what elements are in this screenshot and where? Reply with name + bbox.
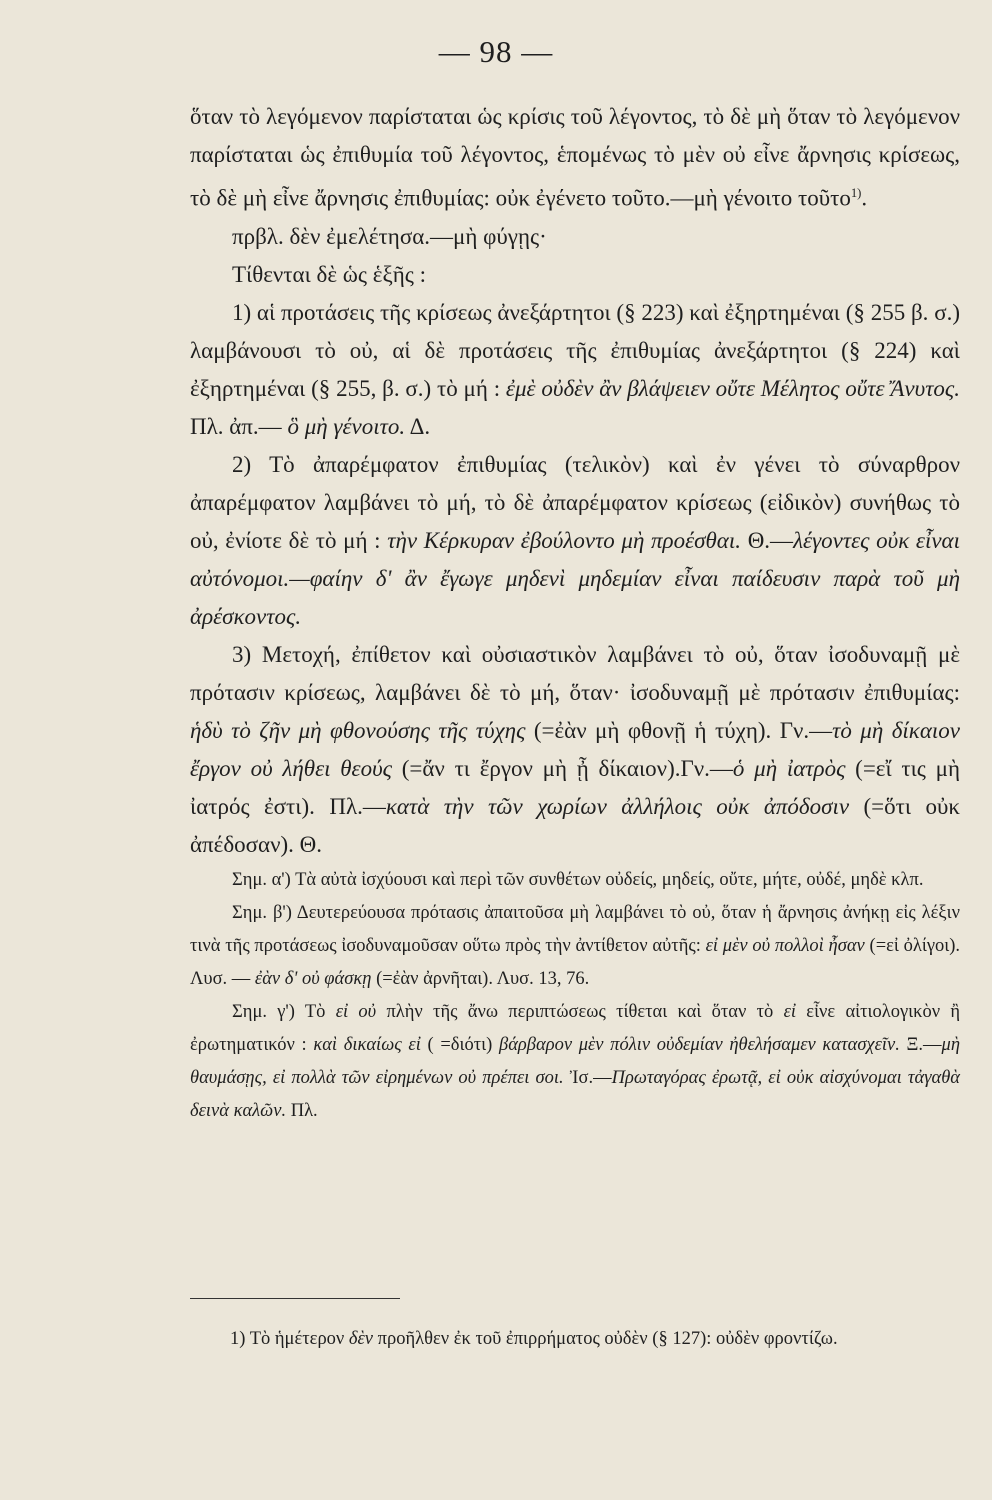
paragraph-6-explanation-2: (=ἄν τι ἔργον μὴ ᾖ δίκαιον).Γν.— <box>401 755 733 781</box>
paragraph-4-example: ἐμὲ οὐδὲν ἂν βλάψειεν οὔτε Μέλητος οὔτε Ἄνυτος. <box>505 375 961 401</box>
note-c-term: εἰ οὐ <box>335 1001 377 1022</box>
paragraph-5 <box>190 446 960 636</box>
paragraph-2: πρβλ. δὲν ἐμελέτησα.—μὴ φύγῃς· <box>232 223 547 249</box>
footnote <box>190 1322 960 1357</box>
paragraph-4-source-2: Δ. <box>409 413 431 439</box>
paragraph-4-text: 1) αἱ προτάσεις τῆς κρίσεως ἀνεξάρτητοι (§ 223) καὶ ἐξηρτημέναι (§ 255 β. σ.) λαμβάνουσι τὸ οὐ, αἱ δὲ προτάσεις τῆς ἐπιθυμίας ἀνεξάρτητοι (§ 224) καὶ ἐξηρτημέναι (§ 255, β. σ.) τὸ μή : <box>190 299 960 401</box>
paragraph-5-example: τὴν Κέρκυραν ἐβούλοντο μὴ προέσθαι. <box>387 527 742 553</box>
note-c-text: Σημ. γ') Τὸ <box>232 1001 326 1022</box>
note-c-term-2: εἰ <box>783 1001 797 1022</box>
note-c-source-3: Πλ. <box>290 1100 318 1121</box>
note-b-explanation: (=εἰ ὀλίγοι). Λυσ. — <box>190 935 961 989</box>
paragraph-6-text: 3) Μετοχή, ἐπίθετον καὶ οὐσιαστικὸν λαμβάνει τὸ οὐ, ὅταν ἰσοδυναμῇ μὲ πρότασιν κρίσεως, λαμβάνει δὲ τὸ μή, ὅταν· ἰσοδυναμῇ μὲ πρότασιν ἐπιθυμίας: <box>190 641 960 705</box>
footnote-divider <box>190 1298 400 1299</box>
paragraph-6-explanation-4: (=ὅτι οὐκ ἀπέδοσαν). Θ. <box>190 793 960 857</box>
paragraph-3: Τίθενται δὲ ὡς ἑξῆς : <box>232 261 426 287</box>
footnote-rest: προῆλθεν ἐκ τοῦ ἐπιρρήματος οὐδὲν (§ 127): οὐδὲν φροντίζω. <box>377 1329 838 1349</box>
page-number: — 98 — <box>438 34 554 69</box>
note-b-explanation-2: (=ἐὰν ἀρνῆται). Λυσ. 13, 76. <box>376 968 590 989</box>
paragraph-6-example-2: τὸ μὴ δίκαιον ἔργον οὐ λήθει θεούς <box>190 717 960 781</box>
footnote-label: 1) Τὸ ἡμέτερον <box>230 1329 345 1349</box>
paragraph-4-example-2: ὃ μὴ γένοιτο. <box>287 413 406 439</box>
paragraph-6-example-4: κατὰ τὴν τῶν χωρίων ἀλλήλοις οὐκ ἀπόδοσιν <box>385 793 850 819</box>
note-c-example-4: Πρωταγόρας ἐρωτᾷ, εἰ οὐκ αἰσχύνομαι τἀγαθὰ δεινὰ καλῶν. <box>190 1067 961 1121</box>
note-c-text-3: εἶνε αἰτιολογικὸν ἢ ἐρωτηματικόν : <box>190 1001 961 1055</box>
note-c-explanation: ( =διότι) <box>427 1034 493 1055</box>
note-c-source: Ξ.— <box>906 1034 942 1055</box>
note-c-example-2: βάρβαρον μὲν πόλιν οὐδεμίαν ἠθελήσαμεν κατασχεῖν. <box>498 1034 900 1055</box>
note-b-example: εἰ μὲν οὐ πολλοὶ ἦσαν <box>705 935 865 956</box>
footnote-text <box>190 1322 960 1357</box>
note-c-example: καὶ δικαίως εἰ <box>313 1034 421 1055</box>
main-text <box>190 98 960 1128</box>
note-b-text: Σημ. β') Δευτερεύουσα πρότασις ἀπαιτοῦσα μὴ λαμβάνει τὸ οὐ, ὅταν ἡ ἄρνησις ἀνήκῃ εἰς λέξιν τινὰ τῆς προτάσεως ἰσοδυναμοῦσαν οὕτω πρὸς τὴν ἀντίθετον αὐτῆς: <box>190 902 960 956</box>
paragraph-1 <box>190 98 960 218</box>
note-c-example-3: μὴ θαυμάσῃς, εἰ πολλὰ τῶν εἰρημένων οὐ πρέπει σοι. <box>190 1034 961 1088</box>
footnote-marker[interactable]: 1) <box>850 186 862 200</box>
paragraph-6-example-3: ὁ μὴ ἰατρὸς <box>732 755 846 781</box>
paragraph-6-example: ἡδὺ τὸ ζῆν μὴ φθονούσης τῆς τύχης <box>190 717 526 743</box>
paragraph-5-text: 2) Τὸ ἀπαρέμφατον ἐπιθυμίας (τελικὸν) καὶ ἐν γένει τὸ σύναρθρον ἀπαρέμφατον λαμβάνει τὸ μή, τὸ δὲ ἀπαρέμφατον κρίσεως (εἰδικὸν) συνήθως τὸ οὐ, ἐνίοτε δὲ τὸ μή : <box>190 451 960 553</box>
note-b-example-2: ἐὰν δ' οὐ φάσκῃ <box>254 968 372 989</box>
paragraph-1-text: ὅταν τὸ λεγόμενον παρίσταται ὡς κρίσις τοῦ λέγοντος, τὸ δὲ μὴ ὅταν τὸ λεγόμενον παρίσταται ὡς ἐπιθυμία τοῦ λέγοντος, ἑπομένως τὸ μὲν οὐ εἶνε ἄρνησις κρίσεως, τὸ δὲ μὴ εἶνε ἄρνησις ἐπιθυμίας: οὐκ ἐγένετο τοῦτο.—μὴ γένοιτο τοῦτο <box>190 104 960 211</box>
paragraph-6-explanation: (=ἐὰν μὴ φθονῇ ἡ τύχη). Γν.— <box>533 717 833 743</box>
paragraph-4-source: Πλ. ἀπ.— <box>190 413 282 439</box>
note-c <box>190 996 960 1128</box>
note-a: Σημ. α') Τὰ αὐτὰ ἰσχύουσι καὶ περὶ τῶν συνθέτων οὐδείς, μηδείς, οὔτε, μήτε, οὐδέ, μηδὲ κλπ. <box>232 869 924 890</box>
paragraph-6 <box>190 636 960 864</box>
note-c-source-2: Ἰσ.— <box>569 1067 612 1088</box>
note-c-text-2: πλὴν τῆς ἄνω περιπτώσεως τίθεται καὶ ὅταν τὸ <box>386 1001 774 1022</box>
paragraph-5-example-2: λέγοντες οὐκ εἶναι αὐτόνομοι.—φαίην δ' ἂν ἔγωγε μηδενὶ μηδεμίαν εἶναι παίδευσιν παρὰ τοῦ μὴ ἀρέσκοντος. <box>190 527 961 629</box>
paragraph-6-explanation-3: (=εἴ τις μὴ ἰατρός ἐστι). Πλ.— <box>190 755 960 819</box>
paragraph-5-source: Θ.— <box>747 527 794 553</box>
paragraph-4 <box>190 294 960 446</box>
footnote-italic-term: δὲν <box>348 1329 374 1349</box>
paragraph-1-end: . <box>861 185 868 211</box>
note-b <box>190 897 960 996</box>
